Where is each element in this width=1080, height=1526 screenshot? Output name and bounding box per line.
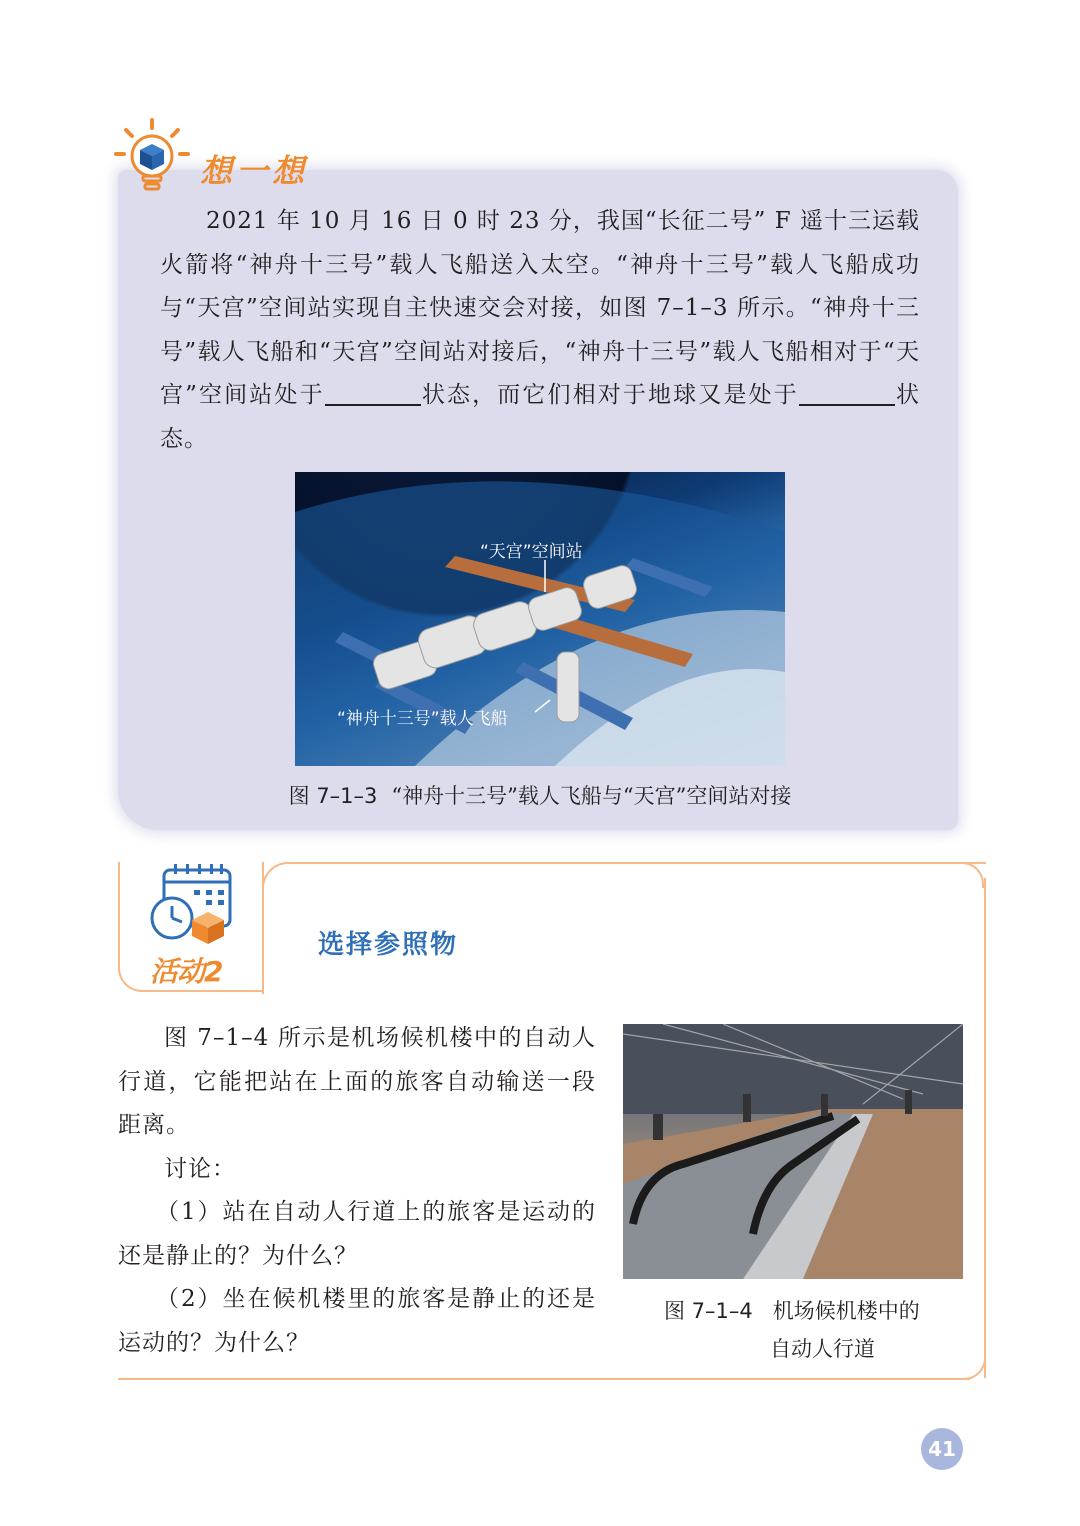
question-2: （2）坐在候机楼里的旅客是静止的还是运动的？为什么？ <box>118 1286 596 1356</box>
lightbulb-icon <box>112 118 192 198</box>
activity-label: 活动2 <box>150 955 223 988</box>
figure-caption-line-1: 机场候机楼中的 <box>772 1299 920 1323</box>
activity-paragraph: 图 7–1–4 所示是机场候机楼中的自动人行道，它能把站在上面的旅客自动输送一段距离。 <box>118 1025 596 1138</box>
activity-frame-right <box>984 878 986 1378</box>
station-label: “天宫”空间站 <box>480 542 583 562</box>
activity-title: 选择参照物 <box>318 930 459 960</box>
answer-blank-2[interactable] <box>799 381 895 406</box>
activity-frame-bottom <box>118 1378 970 1380</box>
question-1: （1）站在自动人行道上的旅客是运动的还是静止的？为什么？ <box>118 1199 596 1269</box>
space-station-photo <box>295 472 785 766</box>
figure-caption-text: “神舟十三号”载人飞船与“天宫”空间站对接 <box>391 784 792 808</box>
think-text-part-1: 2021 年 10 月 16 日 0 时 23 分，我国“长征二号” F 遥十三运载火箭将“神舟十三号”载人飞船送入太空。“神舟十三号”载人飞船成功与“天宫”空间站实现自主快速交会对接，如图 7–1–3 所示。“神舟十三号”载人飞船和“天宫”空间站对接后，“神舟十三号”载人飞船相对于“天宫”空间站处于 <box>160 208 920 408</box>
space-station-illustration <box>295 472 785 766</box>
think-text-part-3: 状态。 <box>160 382 920 452</box>
airport-walkway-photo <box>623 1024 963 1279</box>
spacecraft-label: “神舟十三号”载人飞船 <box>337 709 508 729</box>
airport-illustration <box>623 1024 963 1279</box>
figure-caption-7-1-3 <box>0 780 1080 810</box>
activity-frame-corner-bottom <box>958 1354 986 1380</box>
figure-number-2: 图 7–1–4 <box>664 1299 753 1323</box>
figure-number: 图 7–1–3 <box>288 784 378 808</box>
think-header <box>112 118 412 198</box>
figure-caption-7-1-4 <box>664 1292 920 1368</box>
page-number: 41 <box>921 1428 963 1470</box>
calendar-clock-icon <box>146 864 238 948</box>
answer-blank-1[interactable] <box>325 381 421 406</box>
think-title: 想一想 <box>200 152 309 190</box>
think-paragraph <box>160 200 920 461</box>
discussion-label: 讨论： <box>164 1155 236 1182</box>
think-text-part-2: 状态，而它们相对于地球又是处于 <box>420 382 799 408</box>
activity-badge <box>118 862 264 992</box>
figure-caption-line-2: 自动人行道 <box>770 1337 875 1361</box>
activity-text <box>118 1017 596 1365</box>
